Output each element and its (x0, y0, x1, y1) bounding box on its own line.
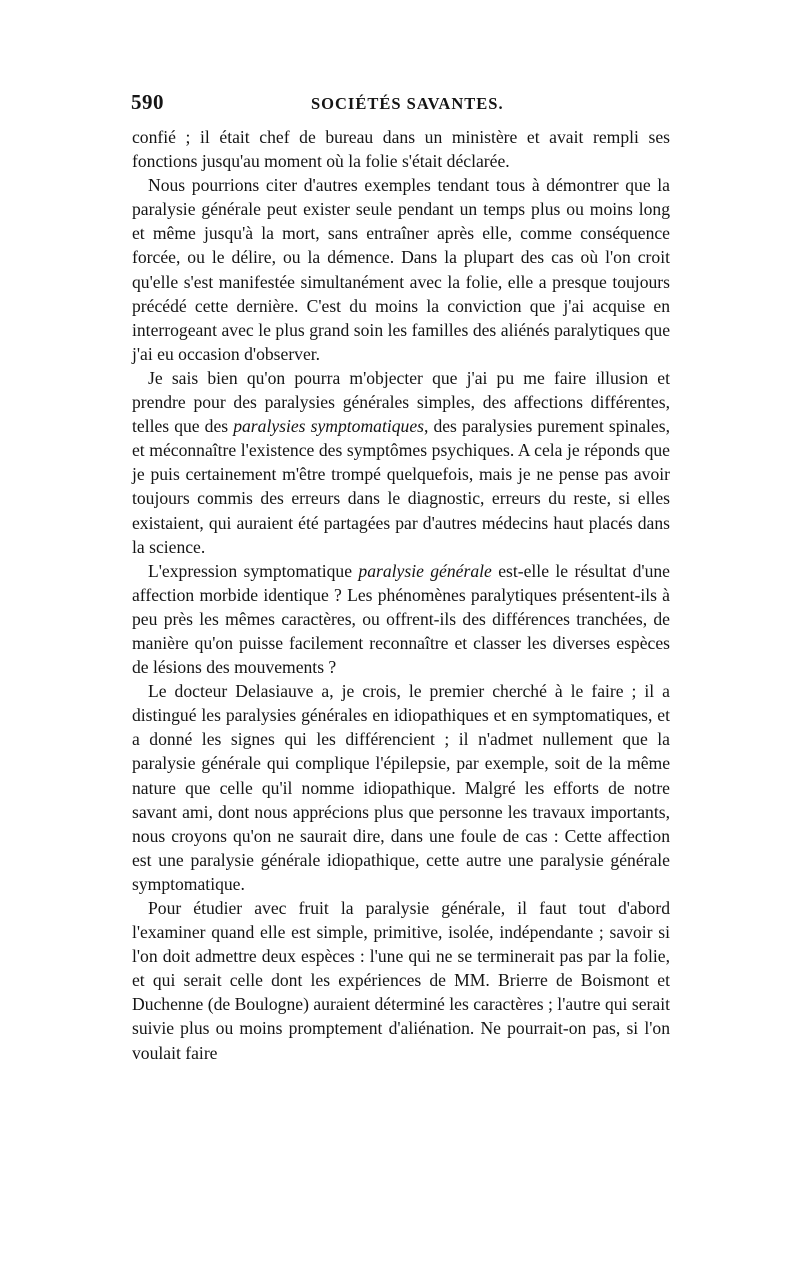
text-segment: Je sais bien qu'on pourra m'objecter que j'ai pu me faire illusion et prendre pour des paralysies générales simples, des affections différentes, telles que des (132, 367, 670, 437)
paragraph (132, 173, 670, 366)
text-segment: Pour étudier avec fruit la paralysie générale, il faut tout d'abord l'examiner quand elle est simple, primitive, isolée, indépendante ; savoir si l'on doit admettre deux espèces : l'une qui ne se terminerait pas par la folie, et qui serait celle dont les expériences de MM. Brierre de Boismont et Duchenne (de Boulogne) auraient déterminé les caractères ; l'autre qui serait suivie plus ou moins promptement d'aliénation. Ne pourrait-on pas, si l'on voulait faire (132, 898, 670, 1063)
text-segment: Le docteur Delasiauve a, je crois, le premier cherché à le faire ; il a distingué les paralysies générales en idiopathiques et en symptomatiques, et a donné les signes qui les différencient ; il n'admet nullement que la paralysie générale qui complique l'épilepsie, par exemple, soit de la même nature que celle qu'il nomme idiopathique. Malgré les efforts de notre savant ami, dont nous apprécions plus que personne les travaux importants, nous croyons qu'on ne saurait dire, dans une foule de cas : Cette affection est une paralysie générale idiopathique, cette autre une paralysie générale symptomatique. (132, 681, 670, 894)
italic-text: paralysies symptomatiques (233, 416, 424, 437)
body-text (132, 125, 670, 1065)
paragraph (132, 679, 670, 896)
paragraph (132, 896, 670, 1065)
text-segment: , des paralysies purement spinales, et méconnaître l'existence des symptômes psychiques. A cela je réponds que je puis certainement m'être trompé quelquefois, mais je ne pense pas avoir toujours commis des erreurs dans le diagnostic, erreurs du reste, si elles existaient, qui auraient été partagées par d'autres médecins haut placés dans la science. (132, 416, 670, 557)
text-segment: confié ; il était chef de bureau dans un ministère et avait rempli ses fonctions jusqu'au moment où la folie s'était déclarée. (132, 127, 670, 172)
italic-text: paralysie générale (358, 560, 492, 581)
paragraph (132, 366, 670, 559)
text-segment: est-elle le résultat d'une affection morbide identique ? Les phénomènes paralytiques présentent-ils à peu près les mêmes caractères, ou offrent-ils des différences tranchées, de manière qu'on puisse facilement reconnaître et classer les diverses espèces de lésions des mouvements ? (132, 560, 670, 678)
running-title: SOCIÉTÉS SAVANTES. (311, 94, 504, 113)
page-header (131, 90, 671, 120)
paragraph (132, 125, 670, 173)
text-segment: L'expression symptomatique (148, 560, 359, 581)
page-number: 590 (131, 90, 164, 114)
text-segment: Nous pourrions citer d'autres exemples tendant tous à démontrer que la paralysie générale peut exister seule pendant un temps plus ou moins long et même jusqu'à la mort, sans entraîner après elle, comme conséquence forcée, ou le délire, ou la démence. Dans la plupart des cas où l'on croit qu'elle s'est manifestée simultanément avec la folie, elle a presque toujours précédé cette dernière. C'est du moins la conviction que j'ai acquise en interrogeant avec le plus grand soin les familles des aliénés paralytiques que j'ai eu occasion d'observer. (132, 175, 670, 364)
paragraph (132, 559, 670, 679)
